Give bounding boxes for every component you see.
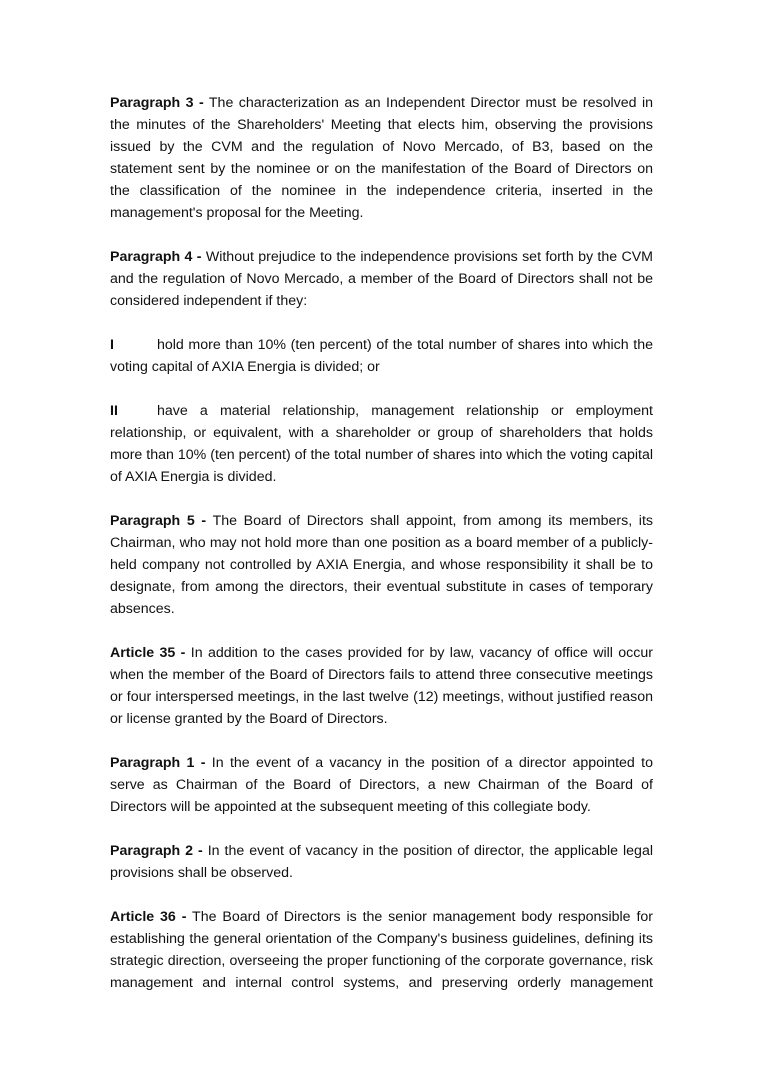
list-item-i-numeral: I xyxy=(110,337,114,353)
paragraph-4 xyxy=(110,246,653,312)
article-35-paragraph-2 xyxy=(110,840,653,884)
article-35-paragraph-1 xyxy=(110,752,653,818)
paragraph-5 xyxy=(110,510,653,620)
paragraph-4-text: Without prejudice to the independence provisions set forth by the CVM and the regulation of Novo Mercado, a member of the Board of Directors shall not be considered independent if they: xyxy=(110,249,653,309)
article-36 xyxy=(110,906,653,994)
paragraph-3-label: Paragraph 3 - xyxy=(110,95,204,111)
article-36-text: The Board of Directors is the senior management body responsible for establishing the general orientation of the Company's business guidelines, defining its strategic direction, overseeing the proper functioning of the corporate governance, risk management and internal control systems, and preserving orderly management xyxy=(110,909,653,991)
article-36-label: Article 36 - xyxy=(110,909,187,925)
article-35 xyxy=(110,642,653,730)
list-item-ii-text: have a material relationship, management relationship or employment relationship, or equivalent, with a shareholder or group of shareholders that holds more than 10% (ten percent) of the total number of shares into which the voting capital of AXIA Energia is divided. xyxy=(110,403,653,485)
list-item-i xyxy=(110,334,653,378)
article-35-paragraph-1-label: Paragraph 1 - xyxy=(110,755,206,771)
document-body xyxy=(110,92,653,994)
list-item-ii-numeral: II xyxy=(110,403,118,419)
paragraph-4-label: Paragraph 4 - xyxy=(110,249,202,265)
article-35-label: Article 35 - xyxy=(110,645,186,661)
list-item-ii xyxy=(110,400,653,488)
list-item-i-text: hold more than 10% (ten percent) of the total number of shares into which the voting capital of AXIA Energia is divided; or xyxy=(110,337,653,375)
paragraph-3-text: The characterization as an Independent Director must be resolved in the minutes of the Shareholders' Meeting that elects him, observing the provisions issued by the CVM and the regulation of Novo Mercado, of B3, based on the statement sent by the nominee or on the manifestation of the Board of Directors on the classification of the nominee in the independence criteria, inserted in the management's proposal for the Meeting. xyxy=(110,95,654,221)
article-35-paragraph-2-text: In the event of vacancy in the position of director, the applicable legal provisions shall be observed. xyxy=(110,843,653,881)
paragraph-5-label: Paragraph 5 - xyxy=(110,513,207,529)
paragraph-3 xyxy=(110,92,653,224)
article-35-paragraph-1-text: In the event of a vacancy in the position of a director appointed to serve as Chairman of the Board of Directors, a new Chairman of the Board of Directors will be appointed at the subsequent meeting of this collegiate body. xyxy=(110,755,653,815)
article-35-paragraph-2-label: Paragraph 2 - xyxy=(110,843,203,859)
article-35-text: In addition to the cases provided for by law, vacancy of office will occur when the member of the Board of Directors fails to attend three consecutive meetings or four interspersed meetings, in the last twelve (12) meetings, without justified reason or license granted by the Board of Directors. xyxy=(110,645,653,727)
paragraph-5-text: The Board of Directors shall appoint, from among its members, its Chairman, who may not hold more than one position as a board member of a publicly-held company not controlled by AXIA Energia, and whose responsibility it shall be to designate, from among the directors, their eventual substitute in cases of temporary absences. xyxy=(110,513,653,617)
